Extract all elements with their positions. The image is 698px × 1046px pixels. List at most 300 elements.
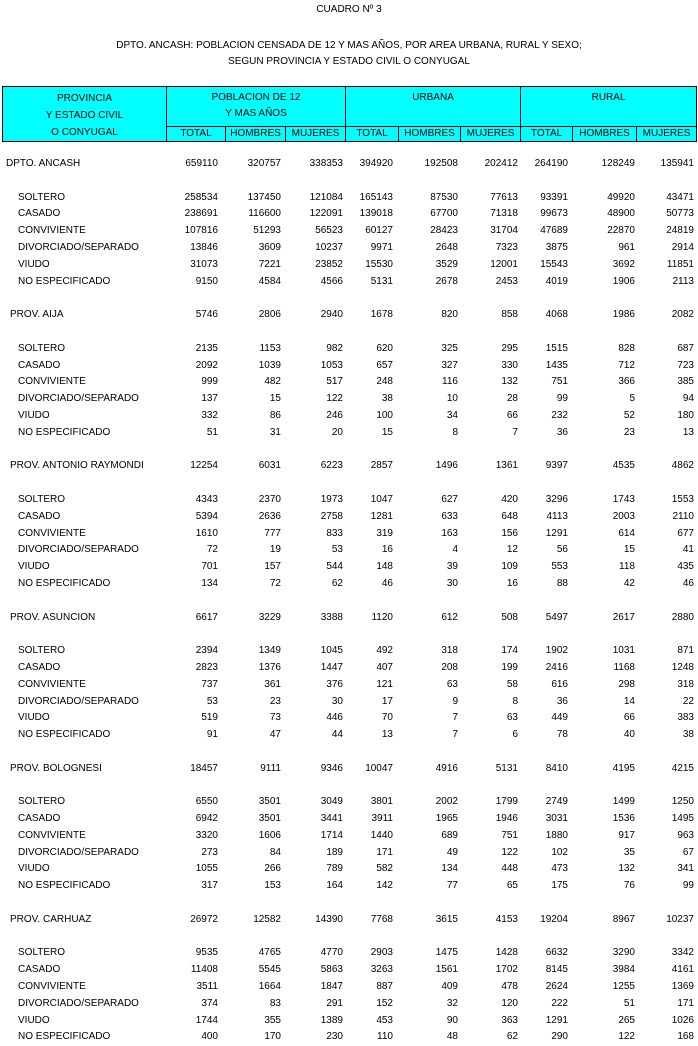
row-label: VIUDO — [18, 1014, 50, 1026]
table-cell: 175 — [551, 880, 568, 892]
table-cell: 9397 — [545, 460, 568, 472]
table-row — [0, 274, 698, 291]
table-cell: 3911 — [371, 813, 393, 825]
table-cell: 10 — [446, 393, 458, 405]
table-cell: 4566 — [320, 275, 343, 287]
spacer-row — [0, 442, 698, 459]
table-cell: 3263 — [370, 964, 393, 976]
table-cell: 14 — [623, 695, 635, 707]
table-cell: 148 — [376, 561, 393, 573]
table-cell: 31 — [269, 426, 281, 438]
table-cell: 2370 — [258, 493, 281, 505]
table-cell: 1026 — [671, 1014, 694, 1026]
table-cell: 8145 — [545, 964, 568, 976]
table-cell: 4535 — [612, 460, 635, 472]
table-cell: 394920 — [359, 158, 393, 169]
table-cell: 1349 — [258, 645, 281, 657]
table-cell: 361 — [264, 678, 281, 690]
table-cell: 2914 — [671, 241, 694, 253]
table-cell: 50773 — [666, 208, 694, 220]
table-cell: 122 — [501, 846, 518, 858]
table-cell: 508 — [501, 611, 518, 623]
row-label: CONVIVIENTE — [18, 225, 86, 237]
header-mujeres: MUJERES — [637, 126, 697, 141]
table-cell: 473 — [551, 863, 568, 875]
row-label: VIUDO — [18, 409, 50, 421]
table-cell: 482 — [264, 376, 281, 388]
table-cell: 152 — [376, 997, 393, 1009]
table-cell: 3501 — [258, 796, 281, 808]
spacer-row — [0, 290, 698, 307]
table-cell: 2758 — [320, 510, 343, 522]
table-cell: 24819 — [666, 225, 694, 237]
table-cell: 23 — [269, 695, 281, 707]
table-row — [0, 391, 698, 408]
table-row — [0, 559, 698, 576]
table-cell: 10237 — [666, 913, 694, 925]
table-cell: 448 — [501, 863, 518, 875]
table-cell: 4584 — [258, 275, 281, 287]
table-cell: 4 — [452, 544, 458, 556]
table-cell: 142 — [376, 880, 393, 892]
table-cell: 5497 — [545, 611, 568, 623]
table-cell: 99673 — [540, 208, 568, 220]
table-row — [0, 223, 698, 240]
table-cell: 320757 — [247, 158, 281, 169]
table-cell: 317 — [201, 880, 218, 892]
table-cell: 19204 — [540, 913, 568, 925]
row-label: SOLTERO — [18, 342, 66, 354]
table-row — [0, 542, 698, 559]
table-cell: 18457 — [190, 762, 218, 774]
table-cell: 63 — [506, 712, 518, 724]
table-cell: 2648 — [435, 241, 458, 253]
table-cell: 318 — [677, 678, 694, 690]
header-hombres: HOMBRES — [573, 126, 637, 141]
table-cell: 232 — [551, 409, 568, 421]
table-cell: 264190 — [534, 158, 568, 169]
table-cell: 1291 — [545, 1014, 568, 1026]
table-cell: 110 — [377, 1031, 393, 1043]
table-row — [0, 257, 698, 274]
table-cell: 1447 — [320, 661, 343, 673]
table-row — [0, 408, 698, 425]
table-cell: 4765 — [258, 947, 281, 959]
row-label: DIVORCIADO/SEPARADO — [18, 695, 139, 707]
row-label: SOLTERO — [18, 796, 66, 808]
table-cell: 1389 — [320, 1014, 343, 1026]
table-cell: 122 — [326, 393, 343, 405]
table-cell: 122 — [618, 1031, 635, 1043]
table-cell: 116600 — [248, 208, 281, 220]
row-label: NO ESPECIFICADO — [18, 880, 111, 892]
table-cell: 363 — [501, 1014, 518, 1026]
table-cell: 2823 — [195, 661, 218, 673]
table-cell: 1475 — [435, 947, 458, 959]
table-row — [0, 861, 698, 878]
table-cell: 31073 — [190, 258, 218, 270]
table-cell: 56523 — [315, 225, 343, 237]
table-cell: 1248 — [671, 661, 694, 673]
table-cell: 1250 — [671, 796, 694, 808]
table-row — [0, 240, 698, 257]
table-cell: 266 — [264, 863, 281, 875]
table-cell: 657 — [376, 359, 393, 371]
table-cell: 833 — [326, 527, 343, 539]
table-cell: 1255 — [612, 981, 635, 993]
table-cell: 327 — [441, 359, 458, 371]
table-cell: 1499 — [612, 796, 635, 808]
table-cell: 65 — [506, 880, 518, 892]
table-cell: 3615 — [435, 913, 458, 925]
table-cell: 15 — [623, 544, 635, 556]
table-cell: 5 — [629, 393, 635, 405]
header-total: TOTAL — [346, 126, 399, 141]
table-cell: 295 — [501, 342, 518, 354]
table-cell: 374 — [201, 997, 218, 1009]
table-cell: 332 — [201, 409, 218, 421]
table-cell: 15 — [269, 393, 281, 405]
table-cell: 2806 — [258, 309, 281, 321]
table-cell: 14390 — [315, 913, 343, 925]
table-cell: 62 — [506, 1031, 518, 1043]
table-cell: 1515 — [545, 342, 568, 354]
table-cell: 44 — [331, 729, 343, 741]
table-cell: 9346 — [320, 762, 343, 774]
table-cell: 77 — [446, 880, 458, 892]
table-cell: 60127 — [365, 225, 393, 237]
table-cell: 7221 — [258, 258, 281, 270]
row-label: SOLTERO — [18, 493, 66, 505]
table-cell: 290 — [551, 1031, 568, 1043]
table-row — [0, 794, 698, 811]
table-cell: 13 — [682, 426, 694, 438]
table-cell: 93391 — [540, 191, 568, 203]
table-cell: 8 — [452, 426, 458, 438]
table-cell: 407 — [376, 661, 393, 673]
row-label: NO ESPECIFICADO — [18, 426, 111, 438]
table-cell: 1880 — [545, 829, 568, 841]
table-cell: 544 — [326, 561, 343, 573]
table-cell: 248 — [376, 376, 393, 388]
table-cell: 38 — [682, 729, 694, 741]
dept-total-row — [0, 156, 698, 173]
table-cell: 23852 — [315, 258, 343, 270]
table-cell: 16 — [381, 544, 393, 556]
table-cell: 2416 — [545, 661, 568, 673]
table-row — [0, 425, 698, 442]
table-cell: 2940 — [320, 309, 343, 321]
table-cell: 5863 — [320, 964, 343, 976]
table-cell: 627 — [441, 493, 458, 505]
table-cell: 170 — [264, 1031, 281, 1043]
spacer-row — [0, 475, 698, 492]
table-cell: 3511 — [196, 981, 218, 993]
table-cell: 32 — [446, 997, 458, 1009]
table-cell: 9150 — [195, 275, 218, 287]
table-cell: 156 — [501, 527, 518, 539]
table-cell: 9111 — [260, 762, 281, 774]
table-cell: 3441 — [320, 813, 343, 825]
header-poblacion: POBLACION DE 12 Y MAS AÑOS — [167, 87, 346, 127]
table-cell: 1678 — [370, 309, 393, 321]
row-label: DPTO. ANCASH — [6, 158, 81, 169]
table-cell: 56 — [556, 544, 568, 556]
table-cell: 2113 — [672, 275, 694, 287]
table-cell: 265 — [618, 1014, 635, 1026]
table-cell: 3984 — [612, 964, 635, 976]
table-cell: 1153 — [259, 342, 281, 354]
table-cell: 4215 — [671, 762, 694, 774]
table-cell: 553 — [551, 561, 568, 573]
table-cell: 701 — [201, 561, 218, 573]
table-cell: 1291 — [545, 527, 568, 539]
row-label: SOLTERO — [18, 645, 66, 657]
spacer-row — [0, 593, 698, 610]
table-cell: 121 — [376, 678, 393, 690]
row-label: NO ESPECIFICADO — [18, 577, 111, 589]
prov-total-row — [0, 610, 698, 627]
row-label: DIVORCIADO/SEPARADO — [18, 846, 139, 858]
table-cell: 47 — [269, 729, 281, 741]
table-cell: 189 — [326, 846, 343, 858]
table-cell: 777 — [264, 527, 281, 539]
table-cell: 5131 — [370, 275, 393, 287]
table-cell: 139018 — [359, 208, 393, 220]
table-cell: 338353 — [309, 158, 343, 169]
table-cell: 478 — [501, 981, 518, 993]
table-cell: 1369 — [671, 981, 694, 993]
table-cell: 7768 — [370, 913, 393, 925]
table-cell: 2092 — [195, 359, 218, 371]
table-cell: 4862 — [671, 460, 694, 472]
table-cell: 612 — [441, 611, 458, 623]
table-cell: 118 — [619, 561, 635, 573]
table-cell: 3692 — [612, 258, 635, 270]
table-cell: 1045 — [320, 645, 343, 657]
spacer-row — [0, 626, 698, 643]
table-cell: 1361 — [495, 460, 518, 472]
table-cell: 2110 — [672, 510, 694, 522]
table-row — [0, 190, 698, 207]
header-rural: RURAL — [521, 87, 697, 127]
table-cell: 99 — [682, 880, 694, 892]
table-cell: 132 — [618, 863, 635, 875]
row-label: DIVORCIADO/SEPARADO — [18, 393, 139, 405]
table-cell: 4161 — [671, 964, 694, 976]
table-cell: 6942 — [195, 813, 218, 825]
table-cell: 1799 — [495, 796, 518, 808]
row-label: PROV. BOLOGNESI — [10, 762, 102, 774]
table-cell: 72 — [206, 544, 218, 556]
table-cell: 12 — [506, 544, 518, 556]
table-cell: 446 — [326, 712, 343, 724]
table-cell: 723 — [677, 359, 694, 371]
header-total: TOTAL — [521, 126, 573, 141]
table-cell: 614 — [618, 527, 635, 539]
table-cell: 116 — [442, 376, 458, 388]
table-cell: 341 — [677, 863, 694, 875]
row-label: VIUDO — [18, 863, 50, 875]
table-cell: 174 — [501, 645, 518, 657]
row-label: DIVORCIADO/SEPARADO — [18, 544, 139, 556]
table-cell: 53 — [206, 695, 218, 707]
table-cell: 3290 — [612, 947, 635, 959]
table-cell: 70 — [381, 712, 393, 724]
table-row — [0, 643, 698, 660]
table-cell: 963 — [677, 829, 694, 841]
table-cell: 420 — [501, 493, 518, 505]
table-cell: 1053 — [320, 359, 343, 371]
prov-total-row — [0, 912, 698, 929]
table-cell: 230 — [326, 1031, 343, 1043]
table-cell: 38 — [381, 393, 393, 405]
table-cell: 7 — [512, 426, 518, 438]
table-cell: 376 — [326, 678, 343, 690]
table-cell: 3801 — [370, 796, 393, 808]
row-label: CONVIVIENTE — [18, 527, 86, 539]
table-cell: 616 — [551, 678, 568, 690]
table-cell: 2617 — [612, 611, 635, 623]
row-label: NO ESPECIFICADO — [18, 1031, 111, 1043]
table-cell: 1965 — [435, 813, 458, 825]
table-cell: 7323 — [495, 241, 518, 253]
table-cell: 192508 — [424, 158, 458, 169]
table-cell: 355 — [264, 1014, 281, 1026]
table-cell: 171 — [677, 997, 694, 1009]
table-cell: 3049 — [320, 796, 343, 808]
table-cell: 5394 — [195, 510, 218, 522]
table-cell: 1495 — [671, 813, 694, 825]
table-cell: 659110 — [185, 158, 218, 169]
table-body — [0, 156, 698, 1046]
table-cell: 76 — [623, 880, 635, 892]
table-cell: 2624 — [545, 981, 568, 993]
table-row — [0, 660, 698, 677]
table-cell: 12582 — [253, 913, 281, 925]
table-cell: 47689 — [540, 225, 568, 237]
table-cell: 30 — [331, 695, 343, 707]
table-cell: 828 — [618, 342, 635, 354]
table-cell: 46 — [682, 577, 694, 589]
table-cell: 86 — [269, 409, 281, 421]
document-subtitle: SEGUN PROVINCIA Y ESTADO CIVIL O CONYUGAL — [228, 56, 470, 67]
table-cell: 90 — [446, 1014, 458, 1026]
table-cell: 71318 — [490, 208, 518, 220]
table-cell: 1946 — [495, 813, 518, 825]
table-cell: 208 — [441, 661, 458, 673]
table-cell: 10237 — [315, 241, 343, 253]
table-cell: 319 — [376, 527, 393, 539]
table-cell: 26972 — [190, 913, 218, 925]
header-provincia: PROVINCIA Y ESTADO CIVIL O CONYUGAL — [3, 87, 167, 142]
table-cell: 137450 — [247, 191, 281, 203]
table-cell: 5545 — [258, 964, 281, 976]
table-cell: 17 — [381, 695, 393, 707]
table-row — [0, 945, 698, 962]
table-cell: 238691 — [184, 208, 218, 220]
table-cell: 22870 — [607, 225, 635, 237]
table-cell: 449 — [551, 712, 568, 724]
table-row — [0, 1013, 698, 1030]
table-cell: 751 — [501, 829, 518, 841]
table-row — [0, 509, 698, 526]
table-cell: 3031 — [545, 813, 568, 825]
table-row — [0, 727, 698, 744]
table-cell: 9971 — [370, 241, 393, 253]
table-cell: 13846 — [190, 241, 218, 253]
table-row — [0, 996, 698, 1013]
table-cell: 273 — [201, 846, 218, 858]
table-cell: 1536 — [612, 813, 635, 825]
table-cell: 62 — [331, 577, 343, 589]
table-cell: 751 — [551, 376, 568, 388]
table-cell: 1553 — [671, 493, 694, 505]
table-cell: 35 — [623, 846, 635, 858]
table-cell: 6550 — [195, 796, 218, 808]
table-cell: 400 — [201, 1031, 218, 1043]
header-hombres: HOMBRES — [226, 126, 286, 141]
table-row — [0, 677, 698, 694]
prov-total-row — [0, 458, 698, 475]
table-cell: 4019 — [545, 275, 568, 287]
table-cell: 171 — [376, 846, 393, 858]
table-cell: 3320 — [195, 829, 218, 841]
table-cell: 1039 — [258, 359, 281, 371]
row-label: PROV. CARHUAZ — [10, 913, 92, 925]
header-mujeres: MUJERES — [461, 126, 521, 141]
spacer-row — [0, 929, 698, 946]
table-cell: 858 — [501, 309, 518, 321]
table-cell: 49920 — [607, 191, 635, 203]
table-cell: 53 — [331, 544, 343, 556]
row-label: SOLTERO — [18, 191, 66, 203]
table-cell: 84 — [269, 846, 281, 858]
table-cell: 102 — [551, 846, 568, 858]
table-cell: 3229 — [258, 611, 281, 623]
table-cell: 19 — [269, 544, 281, 556]
table-cell: 318 — [441, 645, 458, 657]
row-label: PROV. ANTONIO RAYMONDI — [10, 460, 144, 472]
table-cell: 51293 — [253, 225, 281, 237]
header-mujeres: MUJERES — [286, 126, 346, 141]
table-cell: 180 — [677, 409, 694, 421]
table-cell: 63 — [446, 678, 458, 690]
table-cell: 137 — [201, 393, 218, 405]
table-cell: 917 — [618, 829, 635, 841]
table-cell: 6632 — [545, 947, 568, 959]
table-cell: 330 — [501, 359, 518, 371]
table-cell: 1168 — [613, 661, 635, 673]
table-cell: 820 — [441, 309, 458, 321]
table-cell: 91 — [206, 729, 218, 741]
table-row — [0, 374, 698, 391]
table-cell: 453 — [376, 1014, 393, 1026]
table-cell: 3388 — [320, 611, 343, 623]
table-row — [0, 828, 698, 845]
table-cell: 1702 — [495, 964, 518, 976]
table-cell: 121084 — [309, 191, 343, 203]
header-urbana: URBANA — [346, 87, 521, 127]
row-label: CASADO — [18, 208, 61, 220]
table-cell: 77613 — [490, 191, 518, 203]
table-row — [0, 576, 698, 593]
table-cell: 1606 — [258, 829, 281, 841]
table-cell: 51 — [623, 997, 635, 1009]
row-label: CASADO — [18, 813, 61, 825]
table-cell: 6 — [512, 729, 518, 741]
row-label: CONVIVIENTE — [18, 981, 86, 993]
